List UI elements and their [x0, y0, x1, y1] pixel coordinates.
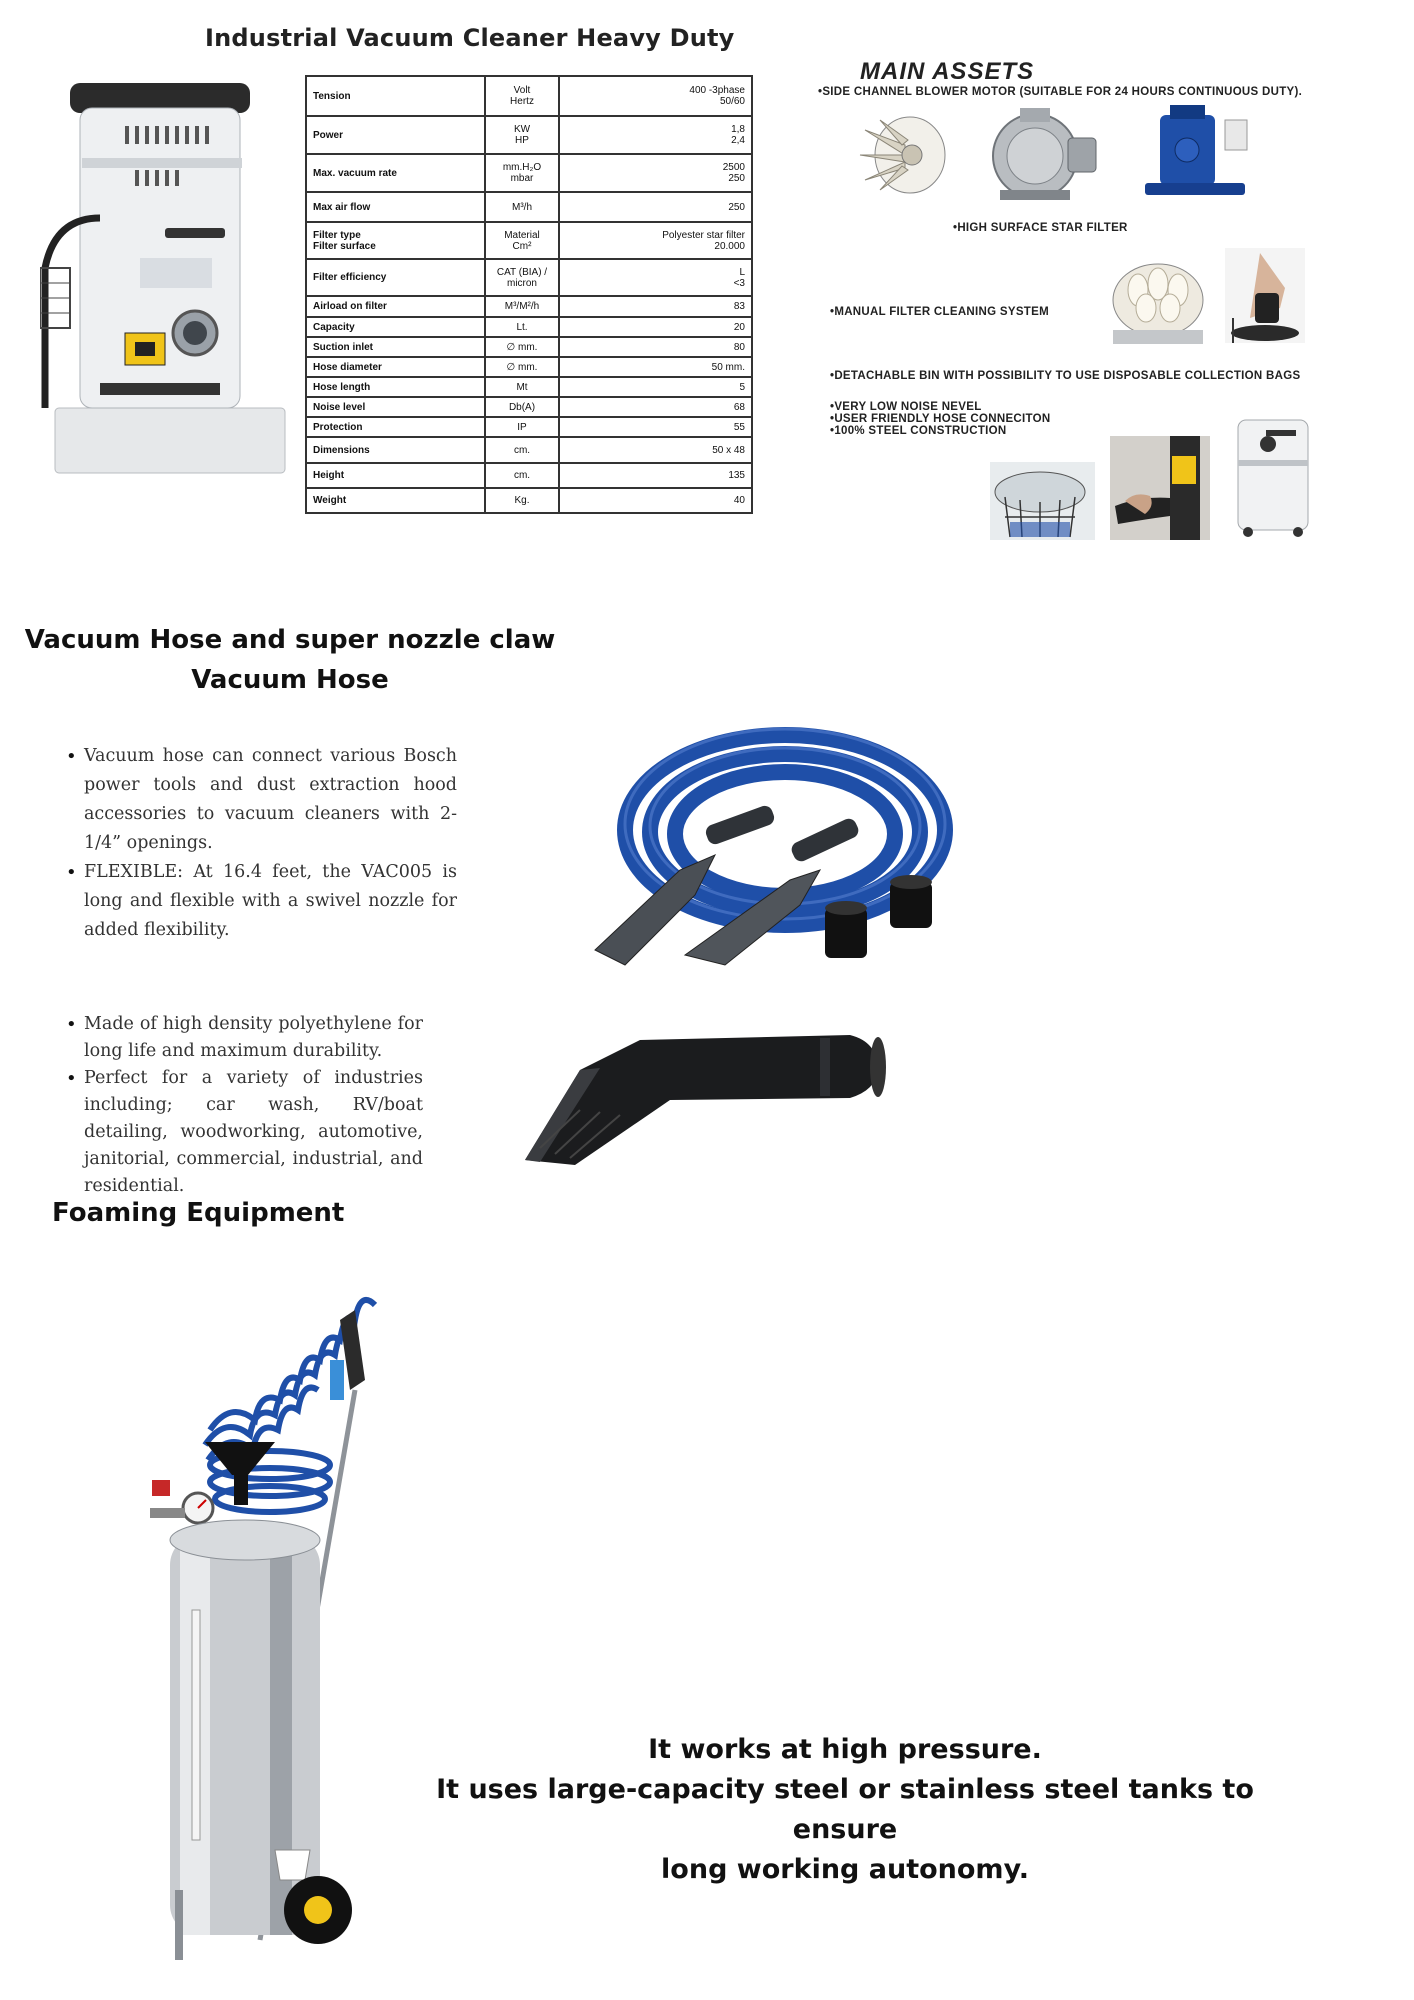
- star-filter-image: [1108, 260, 1208, 345]
- spec-unit: Lt.: [485, 317, 559, 337]
- spec-name: Hose diameter: [306, 357, 485, 377]
- spec-row-capacity: [306, 317, 752, 337]
- spec-row-hose-diameter: [306, 357, 752, 377]
- spec-unit: Mt: [485, 377, 559, 397]
- spec-value: 55: [559, 417, 752, 437]
- spec-name: Suction inlet: [306, 337, 485, 357]
- bullet-item: • Perfect for a variety of industries including; car wash, RV/boat detailing, woodworking, automotive, janitorial, commercial, industrial, and residential.: [66, 1065, 423, 1200]
- spec-name: Noise level: [306, 397, 485, 417]
- blower-motor-image: [980, 108, 1100, 203]
- spec-unit: ∅ mm.: [485, 337, 559, 357]
- spec-value: 40: [559, 488, 752, 513]
- spec-value: 83: [559, 296, 752, 317]
- spec-unit: Material Cm²: [485, 222, 559, 259]
- steel-bin-image: [1228, 410, 1316, 540]
- feature-blower-motor: •SIDE CHANNEL BLOWER MOTOR (SUITABLE FOR 24 HOURS CONTINUOUS DUTY).: [818, 86, 1303, 98]
- spec-row-filter-efficiency: [306, 259, 752, 296]
- spec-name: Weight: [306, 488, 485, 513]
- spec-value: 5: [559, 377, 752, 397]
- vacuum-title: Industrial Vacuum Cleaner Heavy Duty: [205, 24, 735, 52]
- spec-unit: ∅ mm.: [485, 357, 559, 377]
- bin-basket-image: [990, 462, 1095, 540]
- hose-connection-image: [1110, 436, 1210, 540]
- foaming-title: Foaming Equipment: [52, 1198, 345, 1228]
- hose-section-title: [0, 620, 580, 700]
- spec-row-air-flow: [306, 192, 752, 222]
- spec-name: Tension: [306, 76, 485, 116]
- spec-row-tension: [306, 76, 752, 116]
- foaming-equipment-image: [150, 1250, 410, 1965]
- spec-value: 50 mm.: [559, 357, 752, 377]
- blower-fan-image: [850, 110, 950, 200]
- spec-value: 2500 250: [559, 154, 752, 192]
- spec-name: Max. vacuum rate: [306, 154, 485, 192]
- foaming-line2: It uses large-capacity steel or stainless steel tanks to ensure: [436, 1774, 1254, 1845]
- feature-star-filter: •HIGH SURFACE STAR FILTER: [953, 222, 1128, 234]
- spec-value: 68: [559, 397, 752, 417]
- specifications-table: [305, 75, 753, 514]
- feature-detachable-bin: •DETACHABLE BIN WITH POSSIBILITY TO USE DISPOSABLE COLLECTION BAGS: [830, 370, 1301, 382]
- filter-cleaning-image: [1225, 248, 1305, 343]
- spec-value: Polyester star filter 20.000: [559, 222, 752, 259]
- spec-unit: cm.: [485, 437, 559, 463]
- bullet-item: • Vacuum hose can connect various Bosch power tools and dust extraction hood accessories to vacuum cleaners with 2-1/4” openings.: [66, 742, 457, 858]
- foaming-description: [410, 1730, 1280, 1890]
- spec-unit: KW HP: [485, 116, 559, 154]
- spec-value: 400 -3phase 50/60: [559, 76, 752, 116]
- vacuum-hose-image: [585, 720, 965, 982]
- spec-name: Height: [306, 463, 485, 488]
- spec-unit: Volt Hertz: [485, 76, 559, 116]
- nozzle-claw-image: [520, 1030, 890, 1170]
- hose-title-line1: Vacuum Hose and super nozzle claw: [24, 625, 556, 655]
- spec-unit: M³/M²/h: [485, 296, 559, 317]
- spec-value: 20: [559, 317, 752, 337]
- spec-name: Hose length: [306, 377, 485, 397]
- feature-hose-connection: •USER FRIENDLY HOSE CONNECITON: [830, 413, 1051, 425]
- feature-low-noise: •VERY LOW NOISE NEVEL: [830, 401, 982, 413]
- spec-row-airload: [306, 296, 752, 317]
- spec-name: Capacity: [306, 317, 485, 337]
- spec-unit: mm.H₂O mbar: [485, 154, 559, 192]
- spec-value: L <3: [559, 259, 752, 296]
- spec-row-height: [306, 463, 752, 488]
- spec-value: 135: [559, 463, 752, 488]
- feature-list: [830, 401, 1051, 437]
- bullet-item: • Made of high density polyethylene for long life and maximum durability.: [66, 1011, 423, 1065]
- spec-name: Dimensions: [306, 437, 485, 463]
- spec-value: 250: [559, 192, 752, 222]
- spec-value: 50 x 48: [559, 437, 752, 463]
- hose-bullets-a: [66, 742, 457, 945]
- spec-value: 1,8 2,4: [559, 116, 752, 154]
- spec-row-dimensions: [306, 437, 752, 463]
- spec-name: Filter type Filter surface: [306, 222, 485, 259]
- feature-steel-construction: •100% STEEL CONSTRUCTION: [830, 425, 1007, 437]
- spec-row-noise: [306, 397, 752, 417]
- spec-value: 80: [559, 337, 752, 357]
- spec-unit: Kg.: [485, 488, 559, 513]
- vacuum-cleaner-image: [40, 78, 290, 483]
- spec-name: Protection: [306, 417, 485, 437]
- spec-name: Filter efficiency: [306, 259, 485, 296]
- spec-row-filter-type: [306, 222, 752, 259]
- hose-bullets-b: [66, 1011, 423, 1200]
- spec-row-vacuum-rate: [306, 154, 752, 192]
- bullet-item: • FLEXIBLE: At 16.4 feet, the VAC005 is long and flexible with a swivel nozzle for added flexibility.: [66, 858, 457, 945]
- spec-unit: Db(A): [485, 397, 559, 417]
- foaming-line3: long working autonomy.: [661, 1854, 1029, 1885]
- spec-name: Power: [306, 116, 485, 154]
- feature-manual-filter-cleaning: •MANUAL FILTER CLEANING SYSTEM: [830, 306, 1049, 318]
- spec-name: Max air flow: [306, 192, 485, 222]
- spec-unit: CAT (BIA) / micron: [485, 259, 559, 296]
- foaming-line1: It works at high pressure.: [648, 1734, 1042, 1765]
- spec-row-suction-inlet: [306, 337, 752, 357]
- spec-row-protection: [306, 417, 752, 437]
- spec-unit: M³/h: [485, 192, 559, 222]
- hose-title-line2: Vacuum Hose: [191, 665, 389, 695]
- spec-unit: IP: [485, 417, 559, 437]
- spec-row-hose-length: [306, 377, 752, 397]
- blower-unit-image: [1140, 105, 1255, 200]
- spec-row-weight: [306, 488, 752, 513]
- spec-unit: cm.: [485, 463, 559, 488]
- spec-row-power: [306, 116, 752, 154]
- main-assets-title: MAIN ASSETS: [860, 58, 1035, 85]
- spec-name: Airload on filter: [306, 296, 485, 317]
